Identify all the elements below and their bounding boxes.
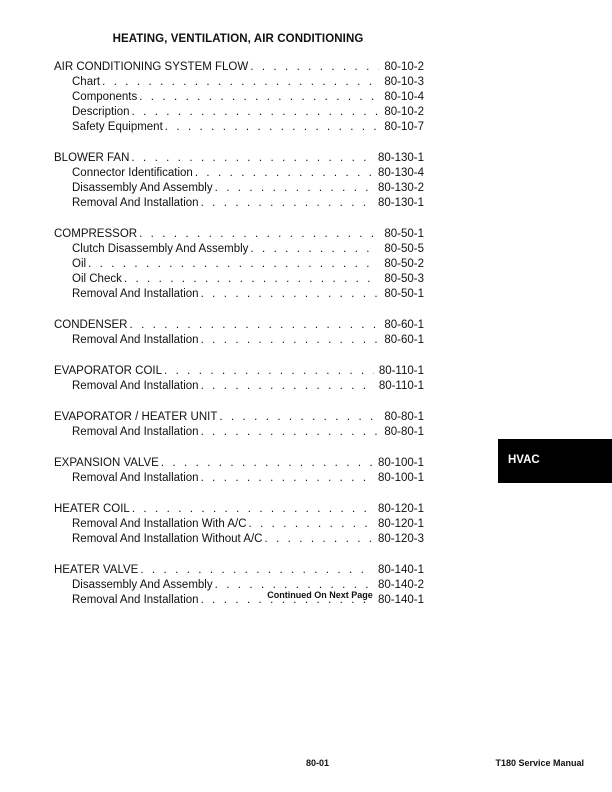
toc-subentry[interactable] (54, 471, 424, 486)
toc-subentry-title: Removal And Installation (72, 334, 199, 346)
toc-subentry-page: 80-110-1 (378, 380, 424, 392)
toc-section-heater-coil (54, 502, 424, 547)
toc-subentry-page: 80-130-1 (377, 197, 424, 209)
dot-leader (132, 502, 373, 517)
toc-entry-page: 80-100-1 (377, 457, 424, 469)
dot-leader (201, 333, 380, 348)
toc-entry-page: 80-60-1 (384, 319, 424, 331)
toc-subentry-page: 80-130-2 (377, 182, 424, 194)
dot-leader (250, 60, 379, 75)
dot-leader (201, 425, 380, 440)
toc-entry-title: COMPRESSOR (54, 228, 138, 240)
toc-section-air-conditioning-system-flow (54, 60, 424, 135)
toc-subentry-page: 80-10-7 (384, 121, 424, 133)
toc-subentry-title: Oil Check (72, 273, 122, 285)
dot-leader (165, 120, 380, 135)
dot-leader (250, 242, 379, 257)
toc-entry[interactable] (54, 410, 424, 425)
toc-subentry-page: 80-120-1 (377, 518, 424, 530)
toc-section-evaporator-coil (54, 364, 424, 394)
toc-subentry[interactable] (54, 257, 424, 272)
toc-subentry[interactable] (54, 166, 424, 181)
toc-subentry[interactable] (54, 333, 424, 348)
dot-leader (164, 364, 374, 379)
toc-subentry[interactable] (54, 105, 424, 120)
toc-entry-title: EVAPORATOR / HEATER UNIT (54, 411, 218, 423)
toc-subentry-page: 80-80-1 (384, 426, 424, 438)
dot-leader (201, 379, 374, 394)
toc-section-condenser (54, 318, 424, 348)
toc-subentry-page: 80-50-5 (384, 243, 424, 255)
dot-leader (195, 166, 373, 181)
toc-subentry-page: 80-140-2 (377, 579, 424, 591)
toc-subentry[interactable] (54, 517, 424, 532)
toc-section-expansion-valve (54, 456, 424, 486)
toc-subentry-title: Removal And Installation (72, 197, 199, 209)
toc-subentry-page: 80-100-1 (377, 472, 424, 484)
toc-entry[interactable] (54, 60, 424, 75)
toc-subentry-title: Safety Equipment (72, 121, 163, 133)
toc-subentry-page: 80-120-3 (377, 533, 424, 545)
section-tab-hvac (498, 439, 612, 483)
toc-entry-title: EVAPORATOR COIL (54, 365, 162, 377)
toc-entry-page: 80-80-1 (384, 411, 424, 423)
dot-leader (124, 272, 380, 287)
toc-subentry[interactable] (54, 287, 424, 302)
page-title: HEATING, VENTILATION, AIR CONDITIONING (112, 33, 364, 45)
toc-subentry-title: Removal And Installation Without A/C (72, 533, 263, 545)
toc-entry-page: 80-120-1 (377, 503, 424, 515)
dot-leader (215, 181, 373, 196)
dot-leader (265, 532, 373, 547)
dot-leader (132, 105, 380, 120)
toc-section-compressor (54, 227, 424, 302)
dot-leader (249, 517, 373, 532)
toc-subentry-title: Disassembly And Assembly (72, 182, 213, 194)
toc-entry-page: 80-110-1 (378, 365, 424, 377)
section-tab-label: HVAC (508, 454, 540, 466)
toc-entry-title: EXPANSION VALVE (54, 457, 159, 469)
toc-subentry-page: 80-50-1 (384, 288, 424, 300)
toc-subentry[interactable] (54, 425, 424, 440)
dot-leader (139, 227, 379, 242)
toc-subentry[interactable] (54, 196, 424, 211)
toc-entry-page: 80-130-1 (377, 152, 424, 164)
toc-entry[interactable] (54, 563, 424, 578)
dot-leader (201, 471, 373, 486)
toc-subentry[interactable] (54, 90, 424, 105)
toc-subentry-page: 80-50-2 (384, 258, 424, 270)
toc-subentry-title: Connector Identification (72, 167, 193, 179)
toc-subentry-page: 80-140-1 (377, 594, 424, 606)
toc-subentry-title: Disassembly And Assembly (72, 579, 213, 591)
dot-leader (219, 410, 379, 425)
dot-leader (131, 151, 373, 166)
footer-manual-title: T180 Service Manual (495, 758, 584, 768)
toc-section-evaporator-heater-unit (54, 410, 424, 440)
toc-subentry-title: Removal And Installation (72, 426, 199, 438)
toc-subentry-title: Oil (72, 258, 87, 270)
toc-subentry-page: 80-10-4 (384, 91, 424, 103)
toc-subentry[interactable] (54, 75, 424, 90)
dot-leader (201, 287, 380, 302)
toc-entry-page: 80-10-2 (384, 61, 424, 73)
toc-entry-page: 80-140-1 (377, 564, 424, 576)
dot-leader (102, 75, 379, 90)
toc-entry[interactable] (54, 151, 424, 166)
toc-subentry[interactable] (54, 379, 424, 394)
toc-subentry-page: 80-60-1 (384, 334, 424, 346)
table-of-contents (54, 60, 424, 624)
dot-leader (201, 196, 373, 211)
dot-leader (161, 456, 373, 471)
toc-subentry-page: 80-10-3 (384, 76, 424, 88)
toc-subentry-title: Chart (72, 76, 101, 88)
toc-subentry[interactable] (54, 242, 424, 257)
toc-entry-title: BLOWER FAN (54, 152, 130, 164)
dot-leader (129, 318, 379, 333)
dot-leader (88, 257, 379, 272)
toc-subentry-title: Removal And Installation (72, 594, 199, 606)
toc-entry[interactable] (54, 227, 424, 242)
toc-subentry-title: Removal And Installation With A/C (72, 518, 247, 530)
toc-subentry-title: Components (72, 91, 138, 103)
dot-leader (139, 90, 379, 105)
toc-entry-title: AIR CONDITIONING SYSTEM FLOW (54, 61, 249, 73)
toc-subentry[interactable] (54, 181, 424, 196)
toc-section-blower-fan (54, 151, 424, 211)
toc-subentry-page: 80-130-4 (377, 167, 424, 179)
footer-page-number: 80-01 (306, 758, 330, 768)
toc-subentry-page: 80-50-3 (384, 273, 424, 285)
toc-entry-title: HEATER COIL (54, 503, 130, 515)
toc-entry[interactable] (54, 502, 424, 517)
toc-subentry-title: Description (72, 106, 130, 118)
toc-entry[interactable] (54, 364, 424, 379)
continued-note: Continued On Next Page (267, 590, 373, 600)
toc-subentry-title: Removal And Installation (72, 380, 199, 392)
toc-subentry[interactable] (54, 120, 424, 135)
toc-subentry[interactable] (54, 532, 424, 547)
toc-entry[interactable] (54, 318, 424, 333)
toc-entry-title: CONDENSER (54, 319, 128, 331)
toc-subentry[interactable] (54, 272, 424, 287)
toc-entry-page: 80-50-1 (384, 228, 424, 240)
toc-subentry-title: Clutch Disassembly And Assembly (72, 243, 249, 255)
toc-subentry-title: Removal And Installation (72, 472, 199, 484)
toc-section-heater-valve (54, 563, 424, 608)
dot-leader (140, 563, 373, 578)
toc-entry-title: HEATER VALVE (54, 564, 139, 576)
toc-subentry-page: 80-10-2 (384, 106, 424, 118)
toc-entry[interactable] (54, 456, 424, 471)
toc-subentry-title: Removal And Installation (72, 288, 199, 300)
